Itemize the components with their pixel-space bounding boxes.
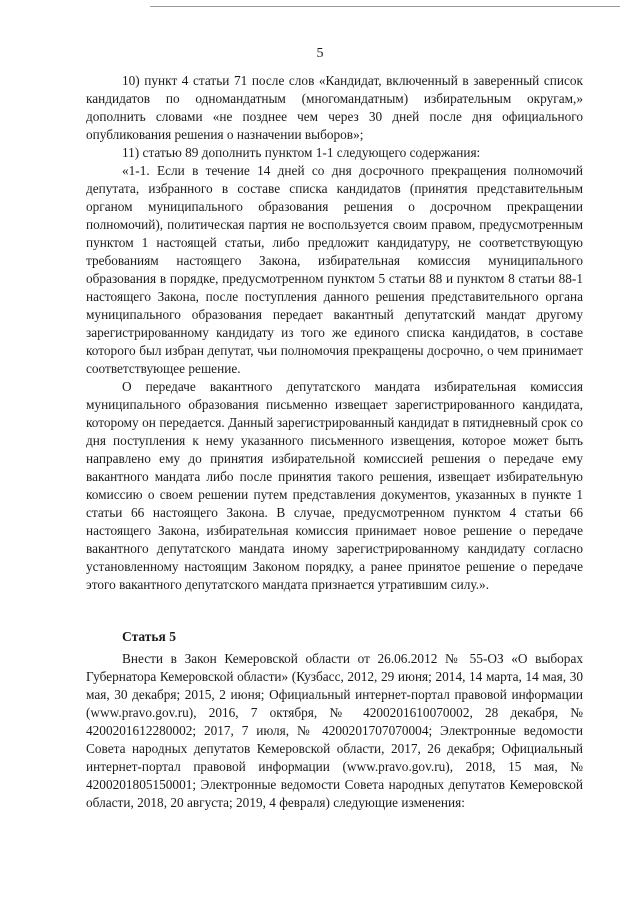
paragraph-item-10: 10) пункт 4 статьи 71 после слов «Кандидат, включенный в заверенный список кандидатов по одномандатным (многомандатным) избирательным округам,» дополнить словами «не позднее чем через 30 дней после дня официального опубликования решения о назначении выборов»; (86, 73, 583, 142)
top-rule (150, 6, 620, 7)
paragraph-item-11: 11) статью 89 дополнить пунктом 1-1 следующего содержания: (122, 145, 481, 160)
article-text: Внести в Закон Кемеровской области от 26.06.2012 № 55-ОЗ «О выборах Губернатора Кемеровской области» (Кузбасс, 2012, 29 июня; 2014, 14 марта, 14 мая, 30 мая, 30 декабря; 2015, 2 июня; Официальный интернет-портал правовой информации (www.pravo.gov.ru), 2016, 7 октября, № 4200201610070002, 28 декабря, № 4200201612280002; 2017, 7 июля, № 4200201707070004; Электронные ведомости Совета народных депутатов Кемеровской области, 2017, 26 декабря; Официальный интернет-портал правовой информации (www.pravo.gov.ru), 2018, 15 мая, № 4200201805150001; Электронные ведомости Совета народных депутатов Кемеровской области, 2018, 20 августа; 2019, 4 февраля) следующие изменения: (86, 651, 583, 810)
article-title: Статья 5 (122, 629, 176, 644)
paragraph-mandate-transfer: О передаче вакантного депутатского мандата избирательная комиссия муниципального образования письменно извещает зарегистрированного кандидата, которому он передается. Данный зарегистрированный кандидат в пятидневный срок со дня поступления к нему указанного письменного извещения, которое может быть направлено ему до принятия избирательной комиссией решения о передаче ему вакантного мандата либо после принятия такого решения, извещает избирательную комиссию о своем решении путем представления документов, указанных в пункте 1 статьи 66 настоящего Закона. В случае, предусмотренном пунктом 4 статьи 66 настоящего Закона, избирательная комиссия принимает новое решение о передаче вакантного депутатского мандата иному зарегистрированному кандидату согласно установленному настоящим Законом порядку, а ранее принятое решение о передаче этого вакантного депутатского мандата признается утратившим силу.». (86, 379, 583, 592)
page-number: 5 (316, 46, 324, 61)
paragraph-point-1-1: «1-1. Если в течение 14 дней со дня досрочного прекращения полномочий депутата, избранного в составе списка кандидатов (принятия представительным органом муниципального образования решения о досрочном прекращении полномочий), политическая партия не воспользуется своим правом, предусмотренным пунктом 1 настоящей статьи, либо предложит кандидатуру, не соответствующую требованиям настоящего Закона, избирательная комиссия муниципального образования в порядке, предусмотренном пунктом 5 статьи 88 и пунктом 8 статьи 88-1 настоящего Закона, после поступления данного решения представительного органа муниципального образования передает вакантный депутатский мандат другому зарегистрированному кандидату из того же единого списка кандидатов, в составе которого был избран депутат, чьи полномочия прекращены досрочно, о чем принимает соответствующее решение. (86, 163, 583, 376)
body-text (86, 72, 583, 812)
section-gap (86, 594, 583, 628)
